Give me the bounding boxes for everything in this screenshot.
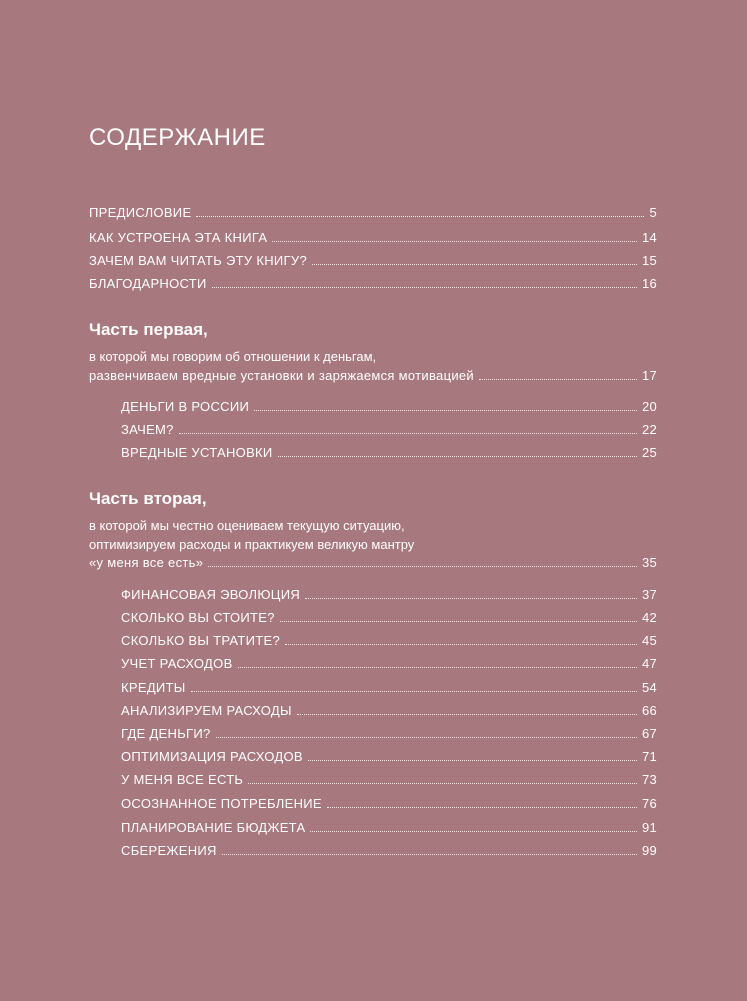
- part1-description-last-line: развенчиваем вредные установки и заряжаемся мотивацией: [89, 368, 474, 383]
- dot-leader: [212, 286, 637, 288]
- toc-entry-chapter[interactable]: [121, 422, 657, 437]
- toc-entry-label: ОСОЗНАННОЕ ПОТРЕБЛЕНИЕ: [121, 796, 322, 811]
- dot-leader: [312, 263, 637, 265]
- toc-entry-page: 76: [641, 796, 657, 811]
- toc-entry-page: 66: [641, 703, 657, 718]
- toc-entry-chapter[interactable]: [121, 703, 657, 718]
- toc-entry-page: 15: [641, 253, 657, 268]
- dot-leader: [179, 432, 637, 434]
- part2-heading[interactable]: Часть вторая,: [89, 489, 207, 508]
- toc-entry-label: ЗАЧЕМ?: [121, 422, 174, 437]
- toc-entry-chapter[interactable]: [121, 610, 657, 625]
- toc-entry-page: 20: [641, 399, 657, 414]
- toc-entry-chapter[interactable]: [121, 726, 657, 741]
- dot-leader: [191, 690, 637, 692]
- toc-entry-label: ДЕНЬГИ В РОССИИ: [121, 399, 250, 414]
- toc-entry-label: ВРЕДНЫЕ УСТАНОВКИ: [121, 445, 273, 460]
- toc-entry-chapter[interactable]: [121, 680, 657, 695]
- toc-entry-page: 37: [641, 587, 657, 602]
- toc-entry-part1[interactable]: [89, 368, 657, 383]
- toc-entry-why-read[interactable]: [89, 253, 657, 268]
- toc-entry-page: 16: [641, 276, 657, 291]
- toc-entry-label: ГДЕ ДЕНЬГИ?: [121, 726, 211, 741]
- toc-entry-page: 99: [641, 843, 657, 858]
- toc-entry-chapter[interactable]: [121, 633, 657, 648]
- toc-entry-structure[interactable]: [89, 230, 657, 245]
- dot-leader: [278, 455, 637, 457]
- toc-entry-page: 45: [641, 633, 657, 648]
- toc-entry-label: СБЕРЕЖЕНИЯ: [121, 843, 217, 858]
- part1-heading[interactable]: Часть первая,: [89, 320, 208, 339]
- dot-leader: [327, 806, 637, 808]
- toc-entry-preface[interactable]: [89, 205, 657, 220]
- dot-leader: [479, 378, 637, 380]
- toc-entry-chapter[interactable]: [121, 796, 657, 811]
- toc-entry-chapter[interactable]: [121, 445, 657, 460]
- dot-leader: [285, 643, 637, 645]
- toc-entry-label: БЛАГОДАРНОСТИ: [89, 276, 207, 291]
- toc-entry-page: 25: [641, 445, 657, 460]
- toc-entry-page: 73: [641, 772, 657, 787]
- toc-entry-label: ПРЕДИСЛОВИЕ: [89, 205, 192, 220]
- toc-entry-label: У МЕНЯ ВСЕ ЕСТЬ: [121, 772, 244, 787]
- toc-entry-label: СКОЛЬКО ВЫ СТОИТЕ?: [121, 610, 275, 625]
- dot-leader: [272, 240, 637, 242]
- toc-entry-page: 91: [641, 820, 657, 835]
- dot-leader: [280, 620, 637, 622]
- toc-entry-page: 47: [641, 656, 657, 671]
- toc-entry-label: СКОЛЬКО ВЫ ТРАТИТЕ?: [121, 633, 281, 648]
- toc-entry-label: АНАЛИЗИРУЕМ РАСХОДЫ: [121, 703, 292, 718]
- toc-entry-label: ОПТИМИЗАЦИЯ РАСХОДОВ: [121, 749, 303, 764]
- toc-entry-page: 54: [641, 680, 657, 695]
- toc-entry-chapter[interactable]: [121, 399, 657, 414]
- dot-leader: [297, 713, 637, 715]
- part2-description: оптимизируем расходы и практикуем великую мантру: [89, 537, 415, 552]
- toc-entry-label: КРЕДИТЫ: [121, 680, 186, 695]
- dot-leader: [254, 409, 637, 411]
- toc-entry-chapter[interactable]: [121, 843, 657, 858]
- dot-leader: [305, 597, 637, 599]
- toc-entry-label: ФИНАНСОВАЯ ЭВОЛЮЦИЯ: [121, 587, 301, 602]
- toc-entry-label: УЧЕТ РАСХОДОВ: [121, 656, 233, 671]
- toc-entry-chapter[interactable]: [121, 656, 657, 671]
- toc-entry-acknowledgements[interactable]: [89, 276, 657, 291]
- dot-leader: [310, 830, 636, 832]
- toc-entry-page: 22: [641, 422, 657, 437]
- toc-entry-page: 35: [641, 555, 657, 570]
- toc-entry-chapter[interactable]: [121, 749, 657, 764]
- dot-leader: [196, 215, 644, 217]
- part1-description: в которой мы говорим об отношении к деньгам,: [89, 349, 377, 364]
- dot-leader: [208, 565, 637, 567]
- toc-entry-page: 67: [641, 726, 657, 741]
- dot-leader: [238, 666, 637, 668]
- page-title: СОДЕРЖАНИЕ: [89, 124, 266, 151]
- toc-entry-part2[interactable]: [89, 555, 657, 570]
- toc-entry-chapter[interactable]: [121, 772, 657, 787]
- toc-entry-page: 14: [641, 230, 657, 245]
- toc-entry-page: 71: [641, 749, 657, 764]
- toc-entry-chapter[interactable]: [121, 587, 657, 602]
- toc-entry-label: ПЛАНИРОВАНИЕ БЮДЖЕТА: [121, 820, 306, 835]
- toc-entry-chapter[interactable]: [121, 820, 657, 835]
- dot-leader: [216, 736, 637, 738]
- toc-entry-label: ЗАЧЕМ ВАМ ЧИТАТЬ ЭТУ КНИГУ?: [89, 253, 307, 268]
- toc-entry-label: КАК УСТРОЕНА ЭТА КНИГА: [89, 230, 268, 245]
- toc-entry-page: 5: [649, 205, 657, 220]
- dot-leader: [248, 782, 637, 784]
- dot-leader: [308, 759, 637, 761]
- part2-description: в которой мы честно оцениваем текущую ситуацию,: [89, 518, 405, 533]
- part2-description-last-line: «у меня все есть»: [89, 555, 204, 570]
- toc-entry-page: 17: [641, 368, 657, 383]
- dot-leader: [222, 853, 637, 855]
- toc-entry-page: 42: [641, 610, 657, 625]
